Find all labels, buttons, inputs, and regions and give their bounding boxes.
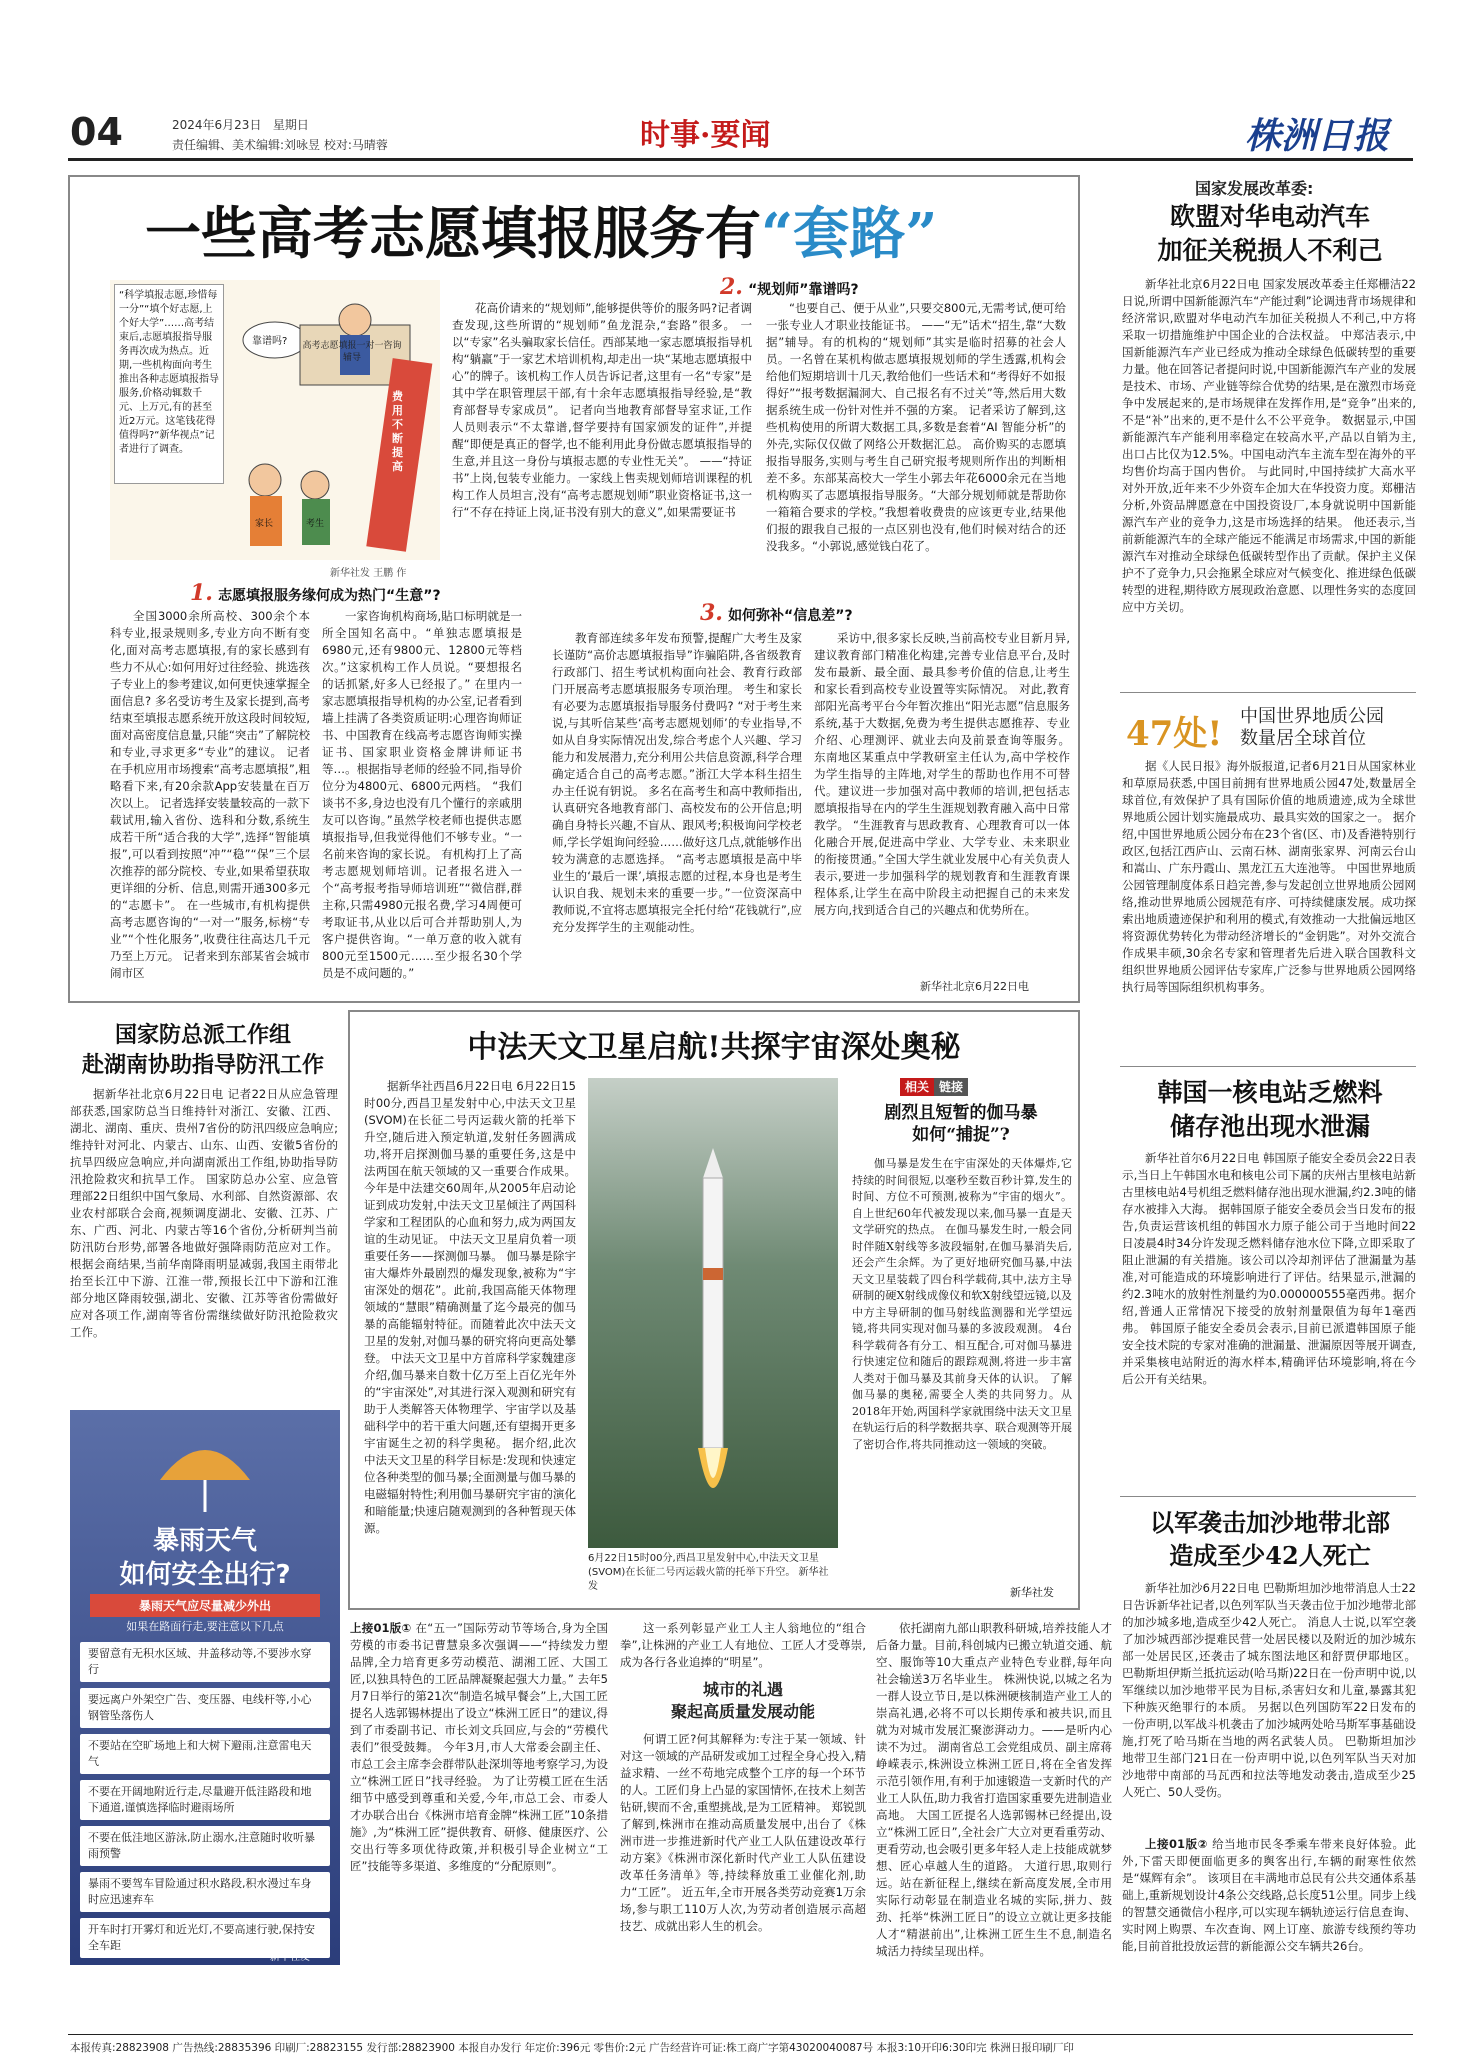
sec3-col2: 采访中,很多家长反映,当前高校专业目新月异,建议教育部门精准化构建,完善专业信息平台,及时发布最新、最全面、最具参考价值的信息,让考生和家长看到高校专业设置等实际情况。 对此,教育部阳光高考平台今年暂次推出“阳光志愿”信息服务系统,基于大数据,免费为考生提供志愿推荐、专业介绍、心理测评、就业去向及前景查询等服务。 东南地区某重点中学教研室主任认为,高中学校作为学生指导的主阵地,对学生的帮助也作用不可替代。建议进一步加强对高中教师的培训,把包括志愿填报指导在内的学生生涯规划教育融入高中日常教学。 “生涯教育与思政教育、心理教育可以一体化融合开展,促进高中学业、大学专业、未来职业的衔接贯通。”全国大学生就业发展中心有关负责人表示,要进一步加强科学的规划教育和生涯教育课程体系,让学生在高中阶段主动把握自己的未来发展方向,找到适合自己的兴趣点和优势所在。 <box>814 631 1070 917</box>
flood-title-line1: 国家防总派工作组 <box>114 1022 291 1048</box>
israel-title <box>1120 1506 1420 1572</box>
lead-title-main: 一些高考志愿填报服务有 <box>145 201 761 267</box>
korea-title-line2: 储存池出现水泄漏 <box>1169 1112 1370 1141</box>
sec1-col2: 一家咨询机构商场,貼口标明就是一所全国知名高中。“单独志愿填报是6980元,还有9800元、12800元等档次。”这家机构工作人员说。“要想报名的话抓紧,好多人已经报了。” 在里内一家志愿填报指导机构的办公室,记者看到墙上挂满了各类资质证明:心理咨询师证书、中国教育在线高考志愿咨询师实操证书、国家职业资格金牌讲师证书等…。根据指导老师的经验不同,指导价位分为4800元、6800元两档。 “我们谈书不多,身边也没有几个懂行的亲戚朋友可以咨询。”虽然学校老师也提供志愿填报指导,但我觉得他们不够专业。“一名前来咨询的家长说。 有机构打上了高考志愿规划师培训。记者报名进入一个“高考报考指导师培训班”“微信群,群主称,只需4980元报名费,学习4周便可考取证书,从业以后可合并帮助别人,为客户提供咨询。“一单万意的收入就有800元至1500元……至少报名30个学员是不成问题的。” <box>322 609 522 980</box>
satellite-body: 据新华社西昌6月22日电 6月22日15时00分,西昌卫星发射中心,中法天文卫星(SVOM)在长征二号丙运载火箭的托举下升空,随后进入预定轨道,发射任务圆满成功,将开启探测伽马暴的重要任务,这是中法两国在航天领域的又一重要合作成果。 今年是中法建交60周年,从2005年启动论证到成功发射,中法天文卫星倾注了两国科学家和工程团队的心血和努力,成为两国友谊的生动见证。 中法天文卫星肩负着一项重要任务——探测伽马暴。 伽马暴是除宇宙大爆炸外最剧烈的爆发现象,被称为“宇宙深处的烟花”。此前,我国高能天体物理领域的“慧眼”精确测量了迄今最亮的伽马暴的高能辐射特征。而随着此次中法天文卫星的发射,对伽马暴的研究将向更高处攀登。 中法天文卫星中方首席科学家魏建彦介绍,伽马暴来自数十亿万至上百亿光年外的“宇宙深处”,对其进行深入观测和研究有助于人类解答天体物理学、宇宙学以及基础科学中的若干重大问题,还有望揭开更多宇宙诞生之初的科学奥秘。 据介绍,此次中法天文卫星的科学目标是:发现和快速定位各种类型的伽马暴;全面测量与伽马暴的电磁辐射特性;利用伽马暴研究宇宙的演化和暗能量;快速启随观测到的各种暂现天体源。 <box>364 1079 576 1535</box>
related-title-line1: 剧烈且短暂的伽马暴 <box>884 1103 1038 1123</box>
related-tag2: 链接 <box>934 1078 968 1096</box>
eu-title-line2: 加征关税损人不利己 <box>1157 236 1383 265</box>
geopark-rule <box>1120 692 1416 693</box>
israel-title-line2: 造成至少42人死亡 <box>1169 1541 1371 1570</box>
sec1-heading <box>190 580 441 606</box>
flood-title <box>68 1020 338 1080</box>
geopark-body: 据《人民日报》海外版报道,记者6月21日从国家林业和草原局获悉,中国目前拥有世界地质公园47处,数量居全球首位,有效保护了具有国际价值的地质遗迹,成为全球世界地质公园计划实施最成功、最具实效的国家之一。 据介绍,中国世界地质公园分布在23个省(区、市)及香港特别行政区,包括江西庐山、云南石林、湖南张家界、河南云台山和嵩山、广东丹霞山、黑龙江五大连池等。 中国世界地质公园管理制度体系日趋完善,参与发起创立世界地质公园网络,推动世界地质公园规范有序、可持续健康发展。成功探索出地质遗迹保护和利用的模式,有效推动一大批偏远地区将资源优势转化为带动经济增长的“金钥匙”。对外交流合作成果丰硕,30余名专家和管理者先后进入联合国教科文组织世界地质公园评估专家库,广泛参与世界地质公园网络执行局等国际组织机构事务。 <box>1122 759 1416 994</box>
bottom-left-body: 在“五一”国际劳动节等场合,身为全国劳模的市委书记曹慧泉多次强调——“持续发力塑品牌,全力培育更多劳动模范、湖湘工匠、大国工匠,以独具特色的工匠品牌凝聚起强大力量。” 去年5月7日举行的第21次“制造名城早餐会”上,大国工匠提名人选郭锡林提出了设立“株洲工匠日”的建议,得到了市委副书记、市长刘文兵回应,与会的“劳模代表们”很受鼓舞。 今年3月,市人大常委会副主任、市总工会主席李会群带队赴深圳等地考察学习,为设立“株洲工匠日”找寻经验。 为了让劳模工匠在生活细节中感受到尊重和关爱,今年,市总工会、市委人才办联合出台《株洲市培育金牌“株洲工匠”10条措施》,为“株洲工匠”提供教育、研修、健康医疗、公交出行等多项优待政策,并积极引导企业树立“工匠”技能等多渠道、多维度的“分配原则”。 <box>350 1621 608 1873</box>
geopark-title-line2: 数量居全球首位 <box>1240 728 1366 749</box>
eu-title-line1: 欧盟对华电动汽车 <box>1169 202 1370 231</box>
geopark-big: 47处! <box>1126 714 1223 754</box>
israel-title-line1: 以军袭击加沙地带北部 <box>1150 1508 1390 1537</box>
bottom-mid-heading1: 城市的礼遇 <box>702 1680 783 1699</box>
bottom-mid-body: 何谓工匠?何其解释为:专注于某一领域、针对这一领域的产品研发或加工过程全身心投入,精益求精、一丝不苟地完成整个工序的每一个环节的人。工匠们身上凸显的家国情怀,在技术上刻苦钻研,锲而不舍,重塑挑战,是为工匠精神。 郑锐凯了解到,株洲市在推动高质量发展中,出台了《株洲市进一步推进新时代产业工人队伍建设改革行动方案》《株洲市深化新时代产业工人队伍建设改革任务清单》等,持续释放重工业催化剂,助力“工匠”。 近五年,全市开展各类劳动竞赛1万余场,参与职工110万人次,为劳动者创造展示高超技艺、成就出彩人生的机会。 <box>620 1732 866 1933</box>
weather-title1: 暴雨天气 <box>152 1526 257 1556</box>
related-body: 伽马暴是发生在宇宙深处的天体爆炸,它持续的时间很短,以毫秒至数百秒计算,发生的时间、方位不可预测,被称为“宇宙的烟火”。自上世纪60年代被发现以来,伽马暴一直是天文学研究的热点。 在伽马暴发生时,一般会同时伴随X射线等多波段辐射,在伽马暴消失后,还会产生余辉。为了更好地研究伽马暴,中法天文卫星装载了四台科学载荷,其中,法方主导研制的硬X射线成像仪和软X射线望远镜,以及中方主导研制的伽马射线监测器和光学望远镜,将共同实现对伽马暴的多波段观测。 4台科学载荷各有分工、相互配合,可对伽马暴进行快速定位和随后的跟踪观测,将进一步丰富人类对于伽马暴及其前身天体的认识。 了解伽马暴的奥秘,需要全人类的共同努力。从2018年开始,两国科学家就围绕中法天文卫星在轨运行后的科学数据共享、联合观测等开展了密切合作,将共同推动这一领域的突破。 <box>852 1157 1072 1451</box>
satellite-caption-text: 6月22日15时00分,西昌卫星发射中心,中法天文卫星(SVOM)在长征二号丙运载火箭的托举下升空。 <box>588 1553 819 1578</box>
cartoon-bubble: 靠谱吗? <box>252 336 288 347</box>
weather-item: 要远离户外架空广告、变压器、电线杆等,小心钢管坠落伤人 <box>80 1688 330 1728</box>
bottom-left-lead-in: 上接01版① <box>350 1621 412 1635</box>
weather-list <box>80 1642 330 1964</box>
rocket-icon <box>683 1148 743 1528</box>
bottom-right-cont-body: 给当地市民冬季乘车带来良好体验。此外,下雷天即便面临更多的舆客出行,车辆的耐寒性依然是“媒辉有余”。 该项目在丰满地市总民有公共交通体系基础上,重新规划设计4条公交线路,总长度51公里。同步上线的智慧交通微信小程序,可以实现车辆轨迹运行信息查询、实时网上购票、车次查询、网上订座、旅游专线预约等功能,目前首批投放运营的新能源公交车辆共26台。 <box>1122 1837 1416 1953</box>
sec1-col1: 全国3000余所高校、300余个本科专业,报录规则多,专业方向不断有变化,面对高考志愿填报,有的家长感到有些力不从心:如何用好过往经验、挑选孩子专业上的参考建议,如何更快速掌握全面信息? 多名受访考生及家长提到,高考结束至填报志愿系统开放这段时间较短,面对高密度信息量,只能“突击”了解院校和专业,寻求更多“专业”的建议。 记者在手机应用市场搜索“高考志愿填报”,粗略看下来,有20余款App安装量在百万次以上。 记者选择安装量较高的一款下载试用,输入省份、选科和分数,系统生成若干所“适合我的大学”,选择“智能填报”,可以看到按照“冲”“稳”“保”三个层次推荐的部分院校、专业,如果希望获取更详细的分析、信息,则需开通300多元的“志愿卡”。 在一些城市,有机构提供高考志愿咨询的“一对一”服务,标榜“专业”“个性化服务”,收费往往高达几千元乃至上万元。 记者来到东部某省会城市闹市区 <box>110 609 310 980</box>
sec1-number: 1. <box>190 580 213 606</box>
sec2-number: 2. <box>720 274 743 300</box>
sec2-title: “规划师”靠谱吗? <box>748 282 859 298</box>
editors: 责任编辑、美术编辑:刘咏昱 校对:马晴蓉 <box>172 138 388 152</box>
bottom-mid-heading2: 聚起高质量发展动能 <box>670 1702 815 1721</box>
header-rule <box>68 158 1413 161</box>
section-title: 时事·要闻 <box>640 118 771 153</box>
sec2-heading <box>720 274 859 300</box>
weather-item: 要留意有无积水区域、井盖移动等,不要涉水穿行 <box>80 1642 330 1682</box>
related-tag <box>900 1078 968 1095</box>
footer-rule <box>68 2034 1413 2035</box>
related-title-line2: 如何“捕捉”? <box>912 1125 1010 1145</box>
bottom-right: 依托湖南九部山职教科研城,培养技能人才后备力量。目前,科创城内已搬立轨道交通、航空、服饰等10大重点产业特色专业群,每年向社会输送3万名毕业生。 株洲快说,以城之名为一群人设立节日,是以株洲硬核制造产业工人的崇高礼遇,必将不可以长期传承和被共识,而且就为对城市发展汇聚澎湃动力。——是听内心读不为过。 湖南省总工会党组成员、副主席蒋峥嵘表示,株洲设立株洲工匠日,将在全省发挥示范引领作用,有利于加速锻造一支新时代的产业工人队伍,助力我省打造国家重要先进制造业高地。 大国工匠提名人选郭锡林已经提出,设立“株洲工匠日”,全社会广大立对更看重劳动、更看劳动,也会吸引更多年轻人走上技能成就梦想、匠心卓越人生的道路。 大道行思,取则行远。站在新征程上,继续在新高度发展,全市用实际行动彰显在制造业名城的实际,拼力、鼓劲、托举“株洲工匠日”的设立立就让更多技能人才“精湛前出”,让株洲工匠生生不息,制造名城活力持续呈现出样。 <box>876 1621 1112 1958</box>
weather-item: 不要在开阔地附近行走,尽量避开低洼路段和地下通道,谨慎选择临时避雨场所 <box>80 1780 330 1820</box>
cartoon-frame <box>110 280 440 560</box>
masthead: 株洲日报 <box>1245 115 1390 157</box>
bottom-right-cont-text <box>1122 1836 1416 2022</box>
satellite-byline: 新华社发 <box>1010 1586 1054 1599</box>
weather-subtitle2: 如果在路面行走,要注意以下几点 <box>126 1620 284 1633</box>
korea-rule <box>1120 1066 1416 1067</box>
bottom-mid-heading <box>620 1679 866 1723</box>
sec1-title: 志愿填报服务缘何成为热门“生意”? <box>218 588 441 604</box>
eu-kicker: 国家发展改革委: <box>1195 179 1314 198</box>
weather-item: 不要在低洼地区游泳,防止溺水,注意随时收听暴雨预警 <box>80 1826 330 1866</box>
cartoon-kid2: 考生 <box>306 519 325 529</box>
weather-title2: 如何安全出行? <box>119 1560 291 1590</box>
weather-item: 暴雨不要驾车冒险通过积水路段,积水漫过车身时应迅速弃车 <box>80 1872 330 1912</box>
weekday: 星期日 <box>272 118 309 132</box>
bottom-left <box>350 1620 608 2030</box>
cartoon-credit: 新华社发 王鹏 作 <box>330 568 407 579</box>
bottom-mid <box>620 1620 866 2030</box>
sec3-title: 如何弥补“信息差”? <box>728 608 853 624</box>
sec2-col2: “也要自己、便于从业”,只要交800元,无需考试,便可给一张专业人才职业技能证书。 ——“无”话术“招生,靠“大数据”辅导。有的机构的“规划师”其实是临时招募的社会人员。一名曾在某机构做志愿填报规划师的学生透露,机构会给他们短期培训十几天,教给他们一些话术和“考得好不如报得好”“报考数据漏洞大、自己报名有不过关”等,然后用大数据系统生成一份针对性并不强的方案。 记者采访了解到,这些机构使用的所谓大数据工具,多数是套着“AI 智能分析”的外壳,实际仅仅做了网络公开数据汇总。 高价购买的志愿填报指导服务,实则与考生自己研究报考规则所作出的判断相差不多。东部某高校大一学生小郭去年花6000余元在当地机构购买了志愿填报指导服务。“大部分规划师就是帮助你一箱箱合要求的学校。”我想着收费贵的应该更专业,结果他们报的跟我自己报的一点区别也没有,他们时候对结合的还没我多。“小郭说,感觉钱白花了。 <box>766 301 1066 553</box>
cartoon-kid1: 家长 <box>255 519 274 529</box>
korea-title <box>1120 1076 1420 1144</box>
related-tag1: 相关 <box>900 1078 934 1096</box>
bottom-right-cont <box>1122 1836 1416 2024</box>
eu-body: 新华社北京6月22日电 国家发展改革委主任郑栅洁22日说,所谓中国新能源汽车“产能过剩”论调违背市场规律和经济常识,欧盟对华电动汽车加征关税损人不利己,中方将采取一切措施维护中国企业的合法权益。 中郑洁表示,中国新能源汽车产业已经成为推动全球绿色低碳转型的重要力量。他在回答记者提问时说,中国新能源汽车产业的发展是技术、市场、产业链等综合优势的结果,是在激烈市场竞争中发展起来的,是市场规律在发挥作用,是“竞争”出来的,不是“补”出来的,更不是什么不公平竞争。 数据显示,中国新能源汽车产能利用率稳定在较高水平,产品以自销为主,出口占比仅为12.5%。中国电动汽车主流车型在海外的平均售价均高于国内售价。 与此同时,中国持续扩大高水平对外开放,近年来不少外资车企加大在华投资力度。郑栅洁分析,外资品牌愿意在中国投资设厂,本身就说明中国新能源汽车产业的竞争力,这是市场选择的结果。 他还表示,当前新能源汽车的全球产能远不能满足市场需求,中国的新能源汽车对推动全球绿色低碳转型作出了贡献。保护主义保护不了竞争力,只会拖累全球应对气候变化、推进绿色低碳转型的进程,期待欧方展现政治意愿、以理性务实的态度回应中方关切。 <box>1122 277 1416 614</box>
footer-text: 本报传真:28823908 广告热线:28835396 印刷厂:28823155 发行部:28823900 本报自办发行 年定价:396元 零售价:2元 广告经营许可证:株工商广字第43020040087号 本报3:10开印6:30印完 株洲日报印刷厂印 <box>70 2042 1074 2054</box>
bottom-mid-top: 这一系列彰显产业工人主人翁地位的“组合拳”,让株洲的产业工人有地位、工匠人才受尊崇,成为各行各业追捧的“明星”。 <box>620 1621 866 1669</box>
lead-title-key: “套路” <box>761 201 938 267</box>
bottom-right-lead-in: 上接01版② <box>1145 1837 1208 1851</box>
umbrella-icon <box>155 1430 255 1520</box>
sec3-col1: 教育部连续多年发布预警,提醒广大考生及家长谨防“高价志愿填报指导”诈骗陷阱,各省级教育行政部门、招生考试机构面向社会、教育行政部门开展高考志愿填报服务专项治理。 考生和家长有必要为志愿填报指导服务付费吗? “对于考生来说,与其听信某些‘高考志愿规划师’的专业指导,不如从自身实际情况出发,综合考虑个人兴趣、学习能力和发展潜力,充分利用公共信息资源,科学合理确定适合自己的高考志愿。”浙江大学本科生招生办主任说有钥说。 多名在高考生和高中教师指出,认真研究各地教育部门、高校发布的公开信息;明确自身特长兴趣,不盲从、跟风考;积极询问学校老师,学长学姐询问经验……做好这几点,就能够作出较为满意的志愿选择。 “高考志愿填报是高中毕业生的‘最后一课’,填报志愿的过程,本身也是考生认识自我、规划未来的重要一步。”一位资深高中教师说,不宜将志愿填报完全托付给“花钱就行”,应充分发挥学生的主观能动性。 <box>552 631 802 934</box>
satellite-photo-caption <box>588 1552 838 1594</box>
geopark-title <box>1240 706 1384 750</box>
sec3-number: 3. <box>700 600 723 626</box>
date: 2024年6月23日 <box>172 118 262 132</box>
lead-title <box>145 190 1045 270</box>
israel-body: 新华社加沙6月22日电 巴勒斯坦加沙地带消息人士22日告诉新华社记者,以色列军队当天袭击位于加沙地带北部的加沙城多地,造成至少42人死亡。 消息人士说,以军空袭了加沙城西部沙提难民营一处居民楼以及附近的加沙城东部一处居民区,还袭击了城东图法地区和舒贾伊耶地区。 巴勒斯坦伊斯兰抵抗运动(哈马斯)22日在一份声明中说,以军继续以加沙地带平民为目标,杀害妇女和儿童,暴露其犯下种族灭绝罪行的本质。 另据以色列国防军22日发布的一份声明,以军战斗机袭击了加沙城两处哈马斯军事基础设施,打死了哈马斯在当地的两名武装人员。 巴勒斯坦加沙地带卫生部门21日在一份声明中说,以色列军队当天对加沙地带中南部的马瓦西和拉法等地发动袭击,造成至少25人死亡、50人受伤。 <box>1122 1581 1416 1799</box>
flood-title-line2: 赴湖南协助指导防汛工作 <box>81 1052 324 1078</box>
satellite-photo <box>588 1078 838 1548</box>
lead-byline: 新华社北京6月22日电 <box>920 980 1029 993</box>
weather-infographic <box>70 1410 340 1965</box>
korea-title-line1: 韩国一核电站乏燃料 <box>1157 1078 1383 1107</box>
header-date <box>172 116 309 133</box>
cartoon-intro: “科学填报志愿,珍惜每一分”“填个好志愿,上个好大学”……高考结束后,志愿填报指导服务再次成为热点。近期,一些机构面向考生推出各种志愿填报指导服务,价格动辄数千元、上万元,有的甚至近2万元。这笔钱花得值得吗?“新华视点”记者进行了调查。 <box>114 284 224 484</box>
weather-subtitle: 暴雨天气应尽量减少外出 <box>90 1594 320 1617</box>
israel-rule <box>1120 1496 1416 1497</box>
geopark-title-line1: 中国世界地质公园 <box>1240 706 1384 727</box>
weather-item: 开车时打开雾灯和近光灯,不要高速行驶,保持安全车距 <box>80 1918 330 1958</box>
flood-body: 据新华社北京6月22日电 记者22日从应急管理部获悉,国家防总当日维持针对浙江、安徽、江西、湖北、湖南、重庆、贵州7省份的防汛四级应急响应;维持针对河北、内蒙古、山东、山西、安徽5省份的抗旱四级应急响应,并向湖南派出工作组,协助指导防汛抢险救灾和抗旱工作。 国家防总办公室、应急管理部22日组织中国气象局、水利部、自然资源部、农业农村部联合会商,视频调度湖北、安徽、江苏、广东、广西、河北、内蒙古等16个省份,分析研判当前防汛防台形势,部署各地做好强降雨防范应对工作。 根据会商结果,当前华南降雨明显减弱,我国主雨带北抬至长江中下游、江淮一带,预报长江中下游和江淮部分地区降雨较强,湖北、安徽、江苏等省份需做好应对各项工作,湖南等省份需继续做好防汛抢险救灾工作。 <box>70 1087 338 1339</box>
weather-credit: 新华社发 <box>270 1952 310 1963</box>
sec3-heading <box>700 600 853 626</box>
korea-body: 新华社首尔6月22日电 韩国原子能安全委员会22日表示,当日上午韩国水电和核电公司下属的庆州古里核电站新古里核电站4号机组乏燃料储存池出现水泄漏,约2.3吨的储存水被排入大海。 据韩国原子能安全委员会当日发布的报告,负责运营该机组的韩国水力原子能公司于当地时间22日凌晨4时34分许发现乏燃料储存池水位下降,立即采取了阻止泄漏的有关措施。该公司以冷却剂评估了泄漏量为基准,对可能造成的环境影响进行了评估。结果显示,泄漏的约2.3吨水的放射性剂量约为0.000000555毫西弗。据介绍,普通人正常情况下接受的放射剂量限值为每年1毫西弗。 韩国原子能安全委员会表示,目前已派遣韩国原子能安全技术院的专家对准确的泄漏量、泄漏原因等展开调查,并采集核电站附近的海水样本,精确评估环境影响,将在今后公开有关结果。 <box>1122 1151 1416 1386</box>
cartoon-banner: 费用不断提高 <box>392 390 403 473</box>
related-title <box>848 1102 1074 1146</box>
cartoon-sign: 高考志愿填报一对一咨询辅导 <box>302 341 402 363</box>
eu-title <box>1120 200 1420 268</box>
page-number: 04 <box>70 110 123 154</box>
sec2-col1: 花高价请来的“规划师”,能够提供等价的服务吗?记者调查发现,这些所谓的“规划师”鱼龙混杂,“套路”很多。 一以“专家”名头骗取家长信任。西部某地一家志愿填报指导机构“躺赢”于一家艺术培训机构,却走出一块“某地志愿填报中心”的牌子。该机构工作人员告诉记者,这里有一名“专家”是其中学在职管理层干部,有十余年志愿填报指导经验,是“教育部督导专家成员”。 记者向当地教育部督导室求证,工作人员则表示“不太靠谱,督学要持有国家颁发的证件”,并提醒“即便是真正的督学,也不能利用此身份做志愿填报指导的生意,并且这一身份与填报志愿的专业性无关”。 ——“持证书”上岗,包装专业能力。一家线上售卖规划师培训课程的机构工作人员坦言,没有“高考志愿规划师”职业资格证书,这一行“不存在持证上岗,证书没有别大的意义”,如果需要证书 <box>452 301 752 519</box>
satellite-caption-credit: 新华社发 <box>588 1567 829 1592</box>
satellite-title: 中法天文卫星启航!共探宇宙深处奥秘 <box>467 1030 961 1065</box>
weather-item: 不要站在空旷场地上和大树下避雨,注意雷电天气 <box>80 1734 330 1774</box>
